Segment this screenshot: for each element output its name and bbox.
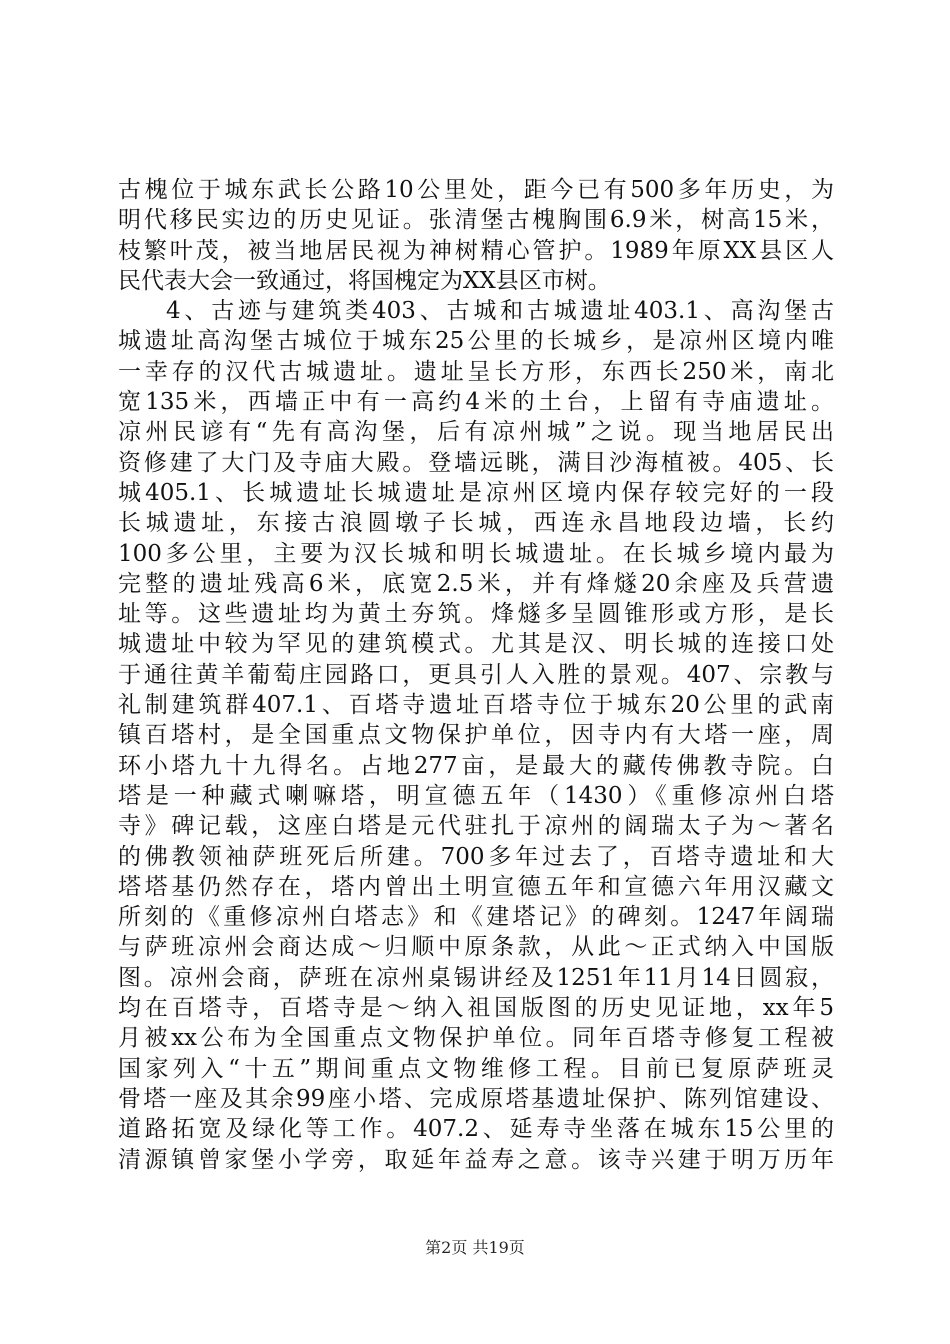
- text-line: 4、古迹与建筑类403、古城和古城遗址403.1、高沟堡古: [166, 298, 834, 325]
- text-line: 所刻的《重修凉州白塔志》和《建塔记》的碑刻。1247年阔瑞: [118, 904, 834, 931]
- text-line: 图。凉州会商，萨班在凉州桌锡讲经及1251年11月14日圆寂，: [118, 964, 834, 991]
- text-line: 长城遗址，东接古浪圆墩子长城，西连永昌地段边墙，长约: [118, 510, 834, 537]
- text-line: 均在百塔寺，百塔寺是～纳入祖国版图的历史见证地，xx年5: [118, 995, 834, 1022]
- text-line: 城遗址中较为罕见的建筑模式。尤其是汉、明长城的连接口处: [118, 631, 834, 658]
- text-line: 城遗址高沟堡古城位于城东25公里的长城乡，是凉州区境内唯: [118, 328, 834, 355]
- text-line: 镇百塔村，是全国重点文物保护单位，因寺内有大塔一座，周: [118, 722, 834, 749]
- text-line: 清源镇曾家堡小学旁，取延年益寿之意。该寺兴建于明万历年: [118, 1146, 834, 1173]
- text-line: 国家列入“十五”期间重点文物维修工程。目前已复原萨班灵: [118, 1055, 834, 1082]
- text-line: 寺》碑记载，这座白塔是元代驻扎于凉州的阔瑞太子为～著名: [118, 813, 834, 840]
- text-line: 塔是一种藏式喇嘛塔，明宣德五年（1430）《重修凉州白塔: [118, 782, 834, 809]
- text-line: 塔塔基仍然存在，塔内曾出土明宣德五年和宣德六年用汉藏文: [118, 873, 834, 900]
- text-line: 于通往黄羊葡萄庄园路口，更具引人入胜的景观。407、宗教与: [118, 661, 834, 688]
- text-line: 道路拓宽及绿化等工作。407.2、延寿寺坐落在城东15公里的: [118, 1116, 834, 1143]
- text-line: 与萨班凉州会商达成～归顺中原条款，从此～正式纳入中国版: [118, 934, 834, 961]
- page-footer: 第2页 共19页: [425, 1238, 525, 1257]
- text-line: 凉州民谚有“先有高沟堡，后有凉州城”之说。现当地居民出: [118, 419, 834, 446]
- text-line: 枝繁叶茂，被当地居民视为神树精心管护。1989年原XX县区人: [118, 237, 834, 264]
- text-line: 址等。这些遗址均为黄土夯筑。烽燧多呈圆锥形或方形，是长: [118, 601, 834, 628]
- text-line: 礼制建筑群407.1、百塔寺遗址百塔寺位于城东20公里的武南: [118, 692, 834, 719]
- text-line: 骨塔一座及其余99座小塔、完成原塔基遗址保护、陈列馆建设、: [118, 1085, 834, 1112]
- text-line: 宽135米，西墙正中有一高约4米的土台，上留有寺庙遗址。: [118, 389, 834, 416]
- text-line: 完整的遗址残高6米，底宽2.5米，并有烽燧20余座及兵营遗: [118, 570, 834, 597]
- text-line: 环小塔九十九得名。占地277亩，是最大的藏传佛教寺院。白: [118, 752, 834, 779]
- body-text: [118, 175, 834, 1175]
- text-line: 民代表大会一致通过，将国槐定为XX县区市树。: [118, 267, 611, 294]
- text-line: 月被xx公布为全国重点文物保护单位。同年百塔寺修复工程被: [118, 1025, 834, 1052]
- text-line: 100多公里，主要为汉长城和明长城遗址。在长城乡境内最为: [118, 540, 834, 567]
- text-line: 古槐位于城东武长公路10公里处，距今已有500多年历史，为: [118, 177, 834, 203]
- text-line: 城405.1、长城遗址长城遗址是凉州区境内保存较完好的一段: [118, 479, 834, 506]
- text-line: 明代移民实边的历史见证。张清堡古槐胸围6.9米，树高15米，: [118, 207, 834, 234]
- text-line: 资修建了大门及寺庙大殿。登墙远眺，满目沙海植被。405、长: [118, 449, 834, 476]
- text-line: 的佛教领袖萨班死后所建。700多年过去了，百塔寺遗址和大: [118, 843, 834, 870]
- text-line: 一幸存的汉代古城遗址。遗址呈长方形，东西长250米，南北: [118, 358, 834, 385]
